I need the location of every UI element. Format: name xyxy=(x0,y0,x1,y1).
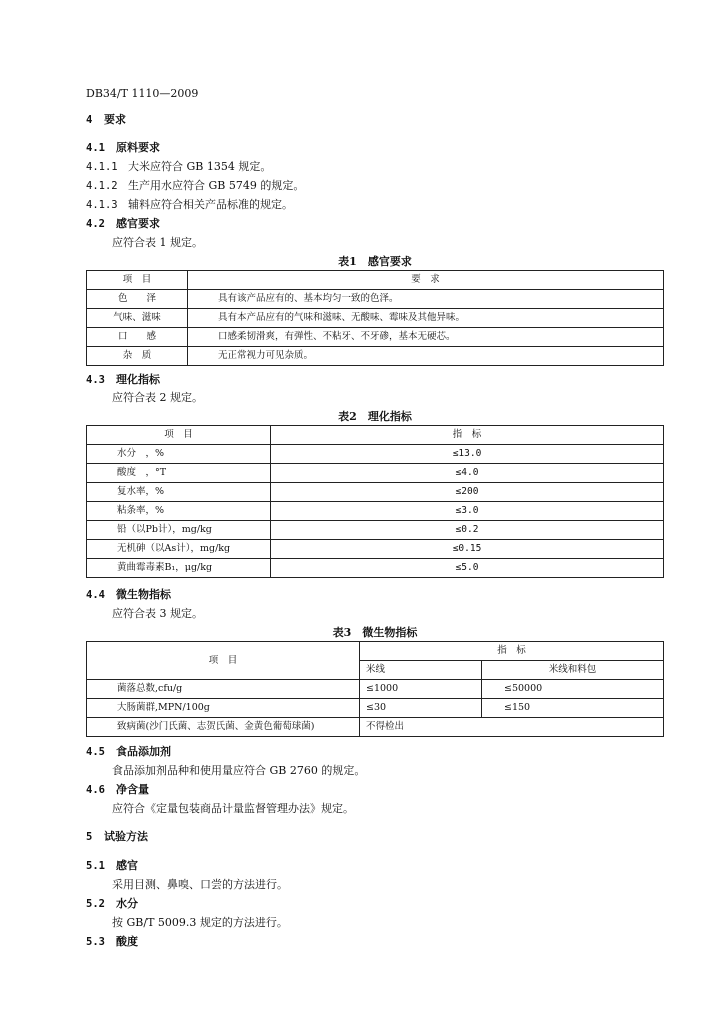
table-row xyxy=(87,328,664,347)
table-cell: 黄曲霉毒素B₁，μg/kg xyxy=(87,559,271,578)
section-4-3-text: 应符合表 2 规定。 xyxy=(112,391,203,404)
standard-header: DB34/T 1110—2009 xyxy=(86,87,199,100)
table-cell: ≤30 xyxy=(360,699,482,718)
table-header-row xyxy=(87,426,664,445)
section-5-3-heading: 5.3 酸度 xyxy=(86,935,138,948)
clause-4-1-1: 4.1.1 大米应符合 GB 1354 规定。 xyxy=(86,160,272,173)
section-4-6-text: 应符合《定量包装商品计量监督管理办法》规定。 xyxy=(112,802,354,815)
table-3 xyxy=(86,641,664,737)
table-cell: 不得检出 xyxy=(360,718,664,737)
table-1 xyxy=(86,270,664,366)
table-cell: 酸度 ，°T xyxy=(87,464,271,483)
table-cell: 具有本产品应有的气味和滋味、无酸味、霉味及其他异味。 xyxy=(188,309,664,328)
header-cell: 指 标 xyxy=(271,426,664,445)
header-cell: 项 目 xyxy=(87,426,271,445)
table-cell: 具有该产品应有的、基本均匀一致的色泽。 xyxy=(188,290,664,309)
section-4-2-text: 应符合表 1 规定。 xyxy=(112,236,203,249)
table-cell: 粘条率，% xyxy=(87,502,271,521)
table-row xyxy=(87,483,664,502)
section-5-2-text: 按 GB/T 5009.3 规定的方法进行。 xyxy=(112,916,288,929)
section-5-2-heading: 5.2 水分 xyxy=(86,897,138,910)
table-cell: ≤4.0 xyxy=(271,464,664,483)
section-5-1-heading: 5.1 感官 xyxy=(86,859,138,872)
table-cell: 杂 质 xyxy=(87,347,188,366)
table-header-row xyxy=(87,642,664,661)
table-row xyxy=(87,502,664,521)
section-4-2-heading: 4.2 感官要求 xyxy=(86,217,160,230)
header-cell: 指 标 xyxy=(360,642,664,661)
table-row xyxy=(87,540,664,559)
section-4-1-heading: 4.1 原料要求 xyxy=(86,141,160,154)
table-row xyxy=(87,290,664,309)
header-cell: 要 求 xyxy=(188,271,664,290)
table-cell: 致病菌(沙门氏菌、志贺氏菌、金黄色葡萄球菌) xyxy=(87,718,360,737)
table-cell: 铅（以Pb计），mg/kg xyxy=(87,521,271,540)
table-cell: ≤5.0 xyxy=(271,559,664,578)
table-cell: 气味、滋味 xyxy=(87,309,188,328)
clause-4-1-2: 4.1.2 生产用水应符合 GB 5749 的规定。 xyxy=(86,179,305,192)
table-cell: 菌落总数,cfu/g xyxy=(87,680,360,699)
table-header-row xyxy=(87,271,664,290)
table-cell: 口 感 xyxy=(87,328,188,347)
header-cell: 项 目 xyxy=(87,642,360,680)
table-cell: 水分 ，% xyxy=(87,445,271,464)
table-cell: 复水率，% xyxy=(87,483,271,502)
table-row xyxy=(87,699,664,718)
table-cell: 口感柔韧滑爽，有弹性、不粘牙、不牙碜，基本无硬芯。 xyxy=(188,328,664,347)
table-row xyxy=(87,347,664,366)
section-5-heading: 5 试验方法 xyxy=(86,830,148,843)
section-4-heading: 4 要求 xyxy=(86,113,126,126)
table-cell: 大肠菌群,MPN/100g xyxy=(87,699,360,718)
table-row xyxy=(87,559,664,578)
table-row xyxy=(87,718,664,737)
table-cell: ≤50000 xyxy=(482,680,664,699)
table-cell: ≤13.0 xyxy=(271,445,664,464)
table-row xyxy=(87,521,664,540)
table-row xyxy=(87,309,664,328)
table-cell: ≤0.2 xyxy=(271,521,664,540)
clause-4-1-3: 4.1.3 辅料应符合相关产品标准的规定。 xyxy=(86,198,293,211)
header-cell: 项 目 xyxy=(87,271,188,290)
table-2 xyxy=(86,425,664,578)
table-3-caption: 表3 微生物指标 xyxy=(332,626,418,639)
table-cell: ≤3.0 xyxy=(271,502,664,521)
section-5-1-text: 采用目测、鼻嗅、口尝的方法进行。 xyxy=(112,878,288,891)
table-2-caption: 表2 理化指标 xyxy=(338,410,412,423)
table-row xyxy=(87,680,664,699)
table-cell: 无机砷（以As计），mg/kg xyxy=(87,540,271,559)
section-4-5-heading: 4.5 食品添加剂 xyxy=(86,745,171,758)
table-row xyxy=(87,445,664,464)
table-cell: ≤1000 xyxy=(360,680,482,699)
section-4-4-text: 应符合表 3 规定。 xyxy=(112,607,203,620)
header-cell: 米线 xyxy=(360,661,482,680)
header-cell: 米线和料包 xyxy=(482,661,664,680)
section-4-3-heading: 4.3 理化指标 xyxy=(86,373,160,386)
table-row xyxy=(87,464,664,483)
table-cell: ≤150 xyxy=(482,699,664,718)
section-4-6-heading: 4.6 净含量 xyxy=(86,783,149,796)
table-1-caption: 表1 感官要求 xyxy=(338,255,412,268)
section-4-4-heading: 4.4 微生物指标 xyxy=(86,588,171,601)
table-cell: ≤0.15 xyxy=(271,540,664,559)
section-4-5-text: 食品添加剂品种和使用量应符合 GB 2760 的规定。 xyxy=(112,764,366,777)
table-cell: 色 泽 xyxy=(87,290,188,309)
table-cell: 无正常视力可见杂质。 xyxy=(188,347,664,366)
table-cell: ≤200 xyxy=(271,483,664,502)
